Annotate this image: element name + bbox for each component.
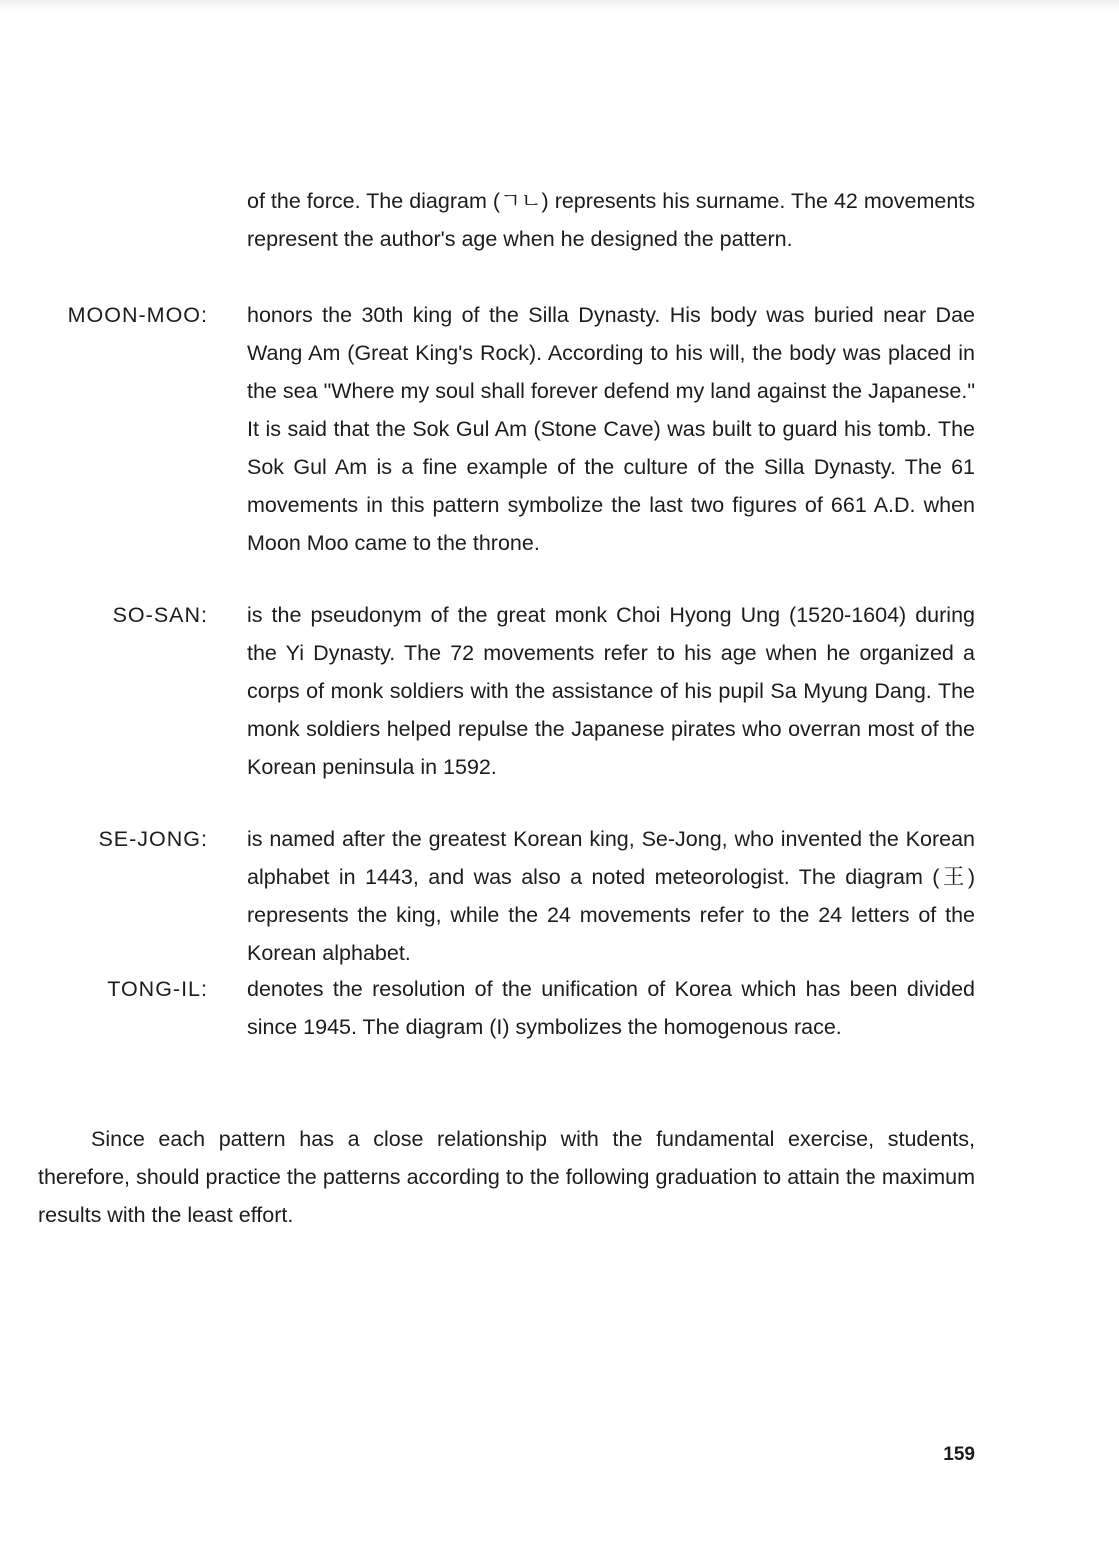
entry-term: SO-SAN: bbox=[112, 603, 208, 627]
entry-term: TONG-IL: bbox=[107, 977, 208, 1001]
scan-edge-shadow bbox=[0, 0, 1119, 10]
entry-definition: is the pseudonym of the great monk Choi Hyong Ung (1520-1604) during the Yi Dynasty. The 72 movements refer to his age when he organized a corps of monk soldiers with the assistance of his pupil Sa Myung Dang. The monk soldiers helped repulse the Japanese pirates who overran most of the Korean peninsula in 1592. bbox=[247, 603, 975, 779]
intro-paragraph: of the force. The diagram (ㄱㄴ) represents his surname. The 42 movements represent the author's age when he designed the pattern. bbox=[247, 189, 975, 251]
page-number: 159 bbox=[943, 1444, 975, 1465]
entry-term: SE-JONG: bbox=[98, 827, 208, 851]
entry-definition: honors the 30th king of the Silla Dynasty. His body was buried near Dae Wang Am (Great King's Rock). According to his will, the body was placed in the sea "Where my soul shall forever defend my land against the Japanese." It is said that the Sok Gul Am (Stone Cave) was built to guard his tomb. The Sok Gul Am is a fine example of the culture of the Silla Dynasty. The 61 movements in this pattern symbolize the last two figures of 661 A.D. when Moon Moo came to the throne. bbox=[247, 303, 975, 555]
entry-term: MOON-MOO: bbox=[67, 303, 208, 327]
closing-paragraph: Since each pattern has a close relationship with the fundamental exercise, students, therefore, should practice the patterns according to the following graduation to attain the maximum results with the least effort. bbox=[38, 1127, 975, 1227]
entry-definition: is named after the greatest Korean king, Se-Jong, who invented the Korean alphabet in 1443, and was also a noted meteorologist. The diagram (王) represents the king, while the 24 movements refer to the 24 letters of the Korean alphabet. bbox=[247, 827, 975, 965]
entry-definition: denotes the resolution of the unification of Korea which has been divided since 1945. The diagram (I) symbolizes the homogenous race. bbox=[247, 977, 975, 1039]
